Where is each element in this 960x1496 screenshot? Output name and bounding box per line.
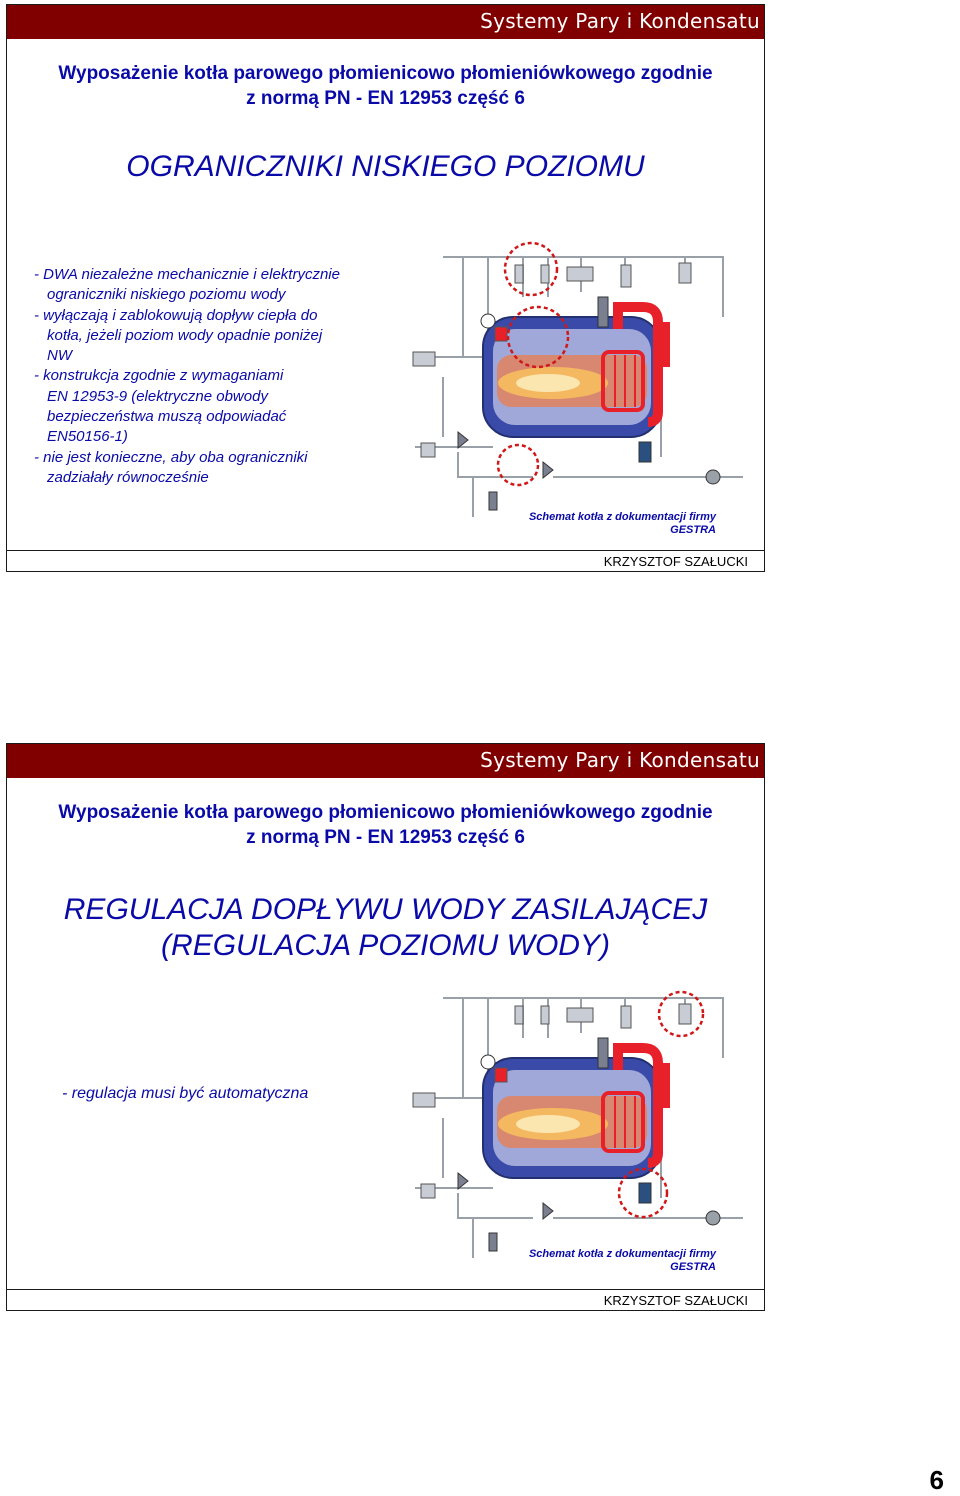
heading-line-2: (REGULACJA POZIOMU WODY) <box>161 929 610 962</box>
subtitle-line-1: Wyposażenie kotła parowego płomienicowo płomieniówkowego zgodnie <box>58 63 713 84</box>
subtitle-line-2: z normą PN - EN 12953 część 6 <box>246 827 525 848</box>
author-name: KRZYSZTOF SZAŁUCKI <box>603 554 748 569</box>
slide-low-level-limiters <box>6 4 765 572</box>
slide-header <box>7 744 764 778</box>
slide-heading <box>7 892 764 964</box>
boiler-body <box>483 317 661 437</box>
caption-line-2: GESTRA <box>670 524 716 536</box>
bullet-line: - wyłączają i zablokowują dopływ ciepła do <box>34 306 318 324</box>
bullet-line: zadziałały równocześnie <box>47 468 209 486</box>
bullet-list <box>34 265 340 488</box>
subtitle-line-1: Wyposażenie kotła parowego płomienicowo płomieniówkowego zgodnie <box>58 802 713 823</box>
brand-title: Systemy Pary i Kondensatu <box>480 748 760 772</box>
brand-title: Systemy Pary i Kondensatu <box>480 9 760 33</box>
slide-header <box>7 5 764 39</box>
subtitle-line-2: z normą PN - EN 12953 część 6 <box>246 88 525 109</box>
slide-feedwater-control <box>6 743 765 1311</box>
bullet-line: - regulacja musi być automatyczna <box>62 1085 309 1102</box>
bullet-line: - DWA niezależne mechanicznie i elektrycznie <box>34 266 340 283</box>
bullet-line: - nie jest konieczne, aby oba ograniczniki <box>34 448 308 466</box>
slide-subtitle <box>7 800 764 850</box>
diagram-caption <box>529 1248 716 1274</box>
boiler-schematic <box>403 237 743 527</box>
bullet-list <box>62 1084 308 1104</box>
bullet-line: EN 12953-9 (elektryczne obwody <box>47 387 268 405</box>
slide-heading <box>7 149 764 185</box>
footer-divider <box>7 1289 764 1290</box>
caption-line-1: Schemat kotła z dokumentacji firmy <box>528 1248 716 1260</box>
boiler-body <box>483 1058 661 1178</box>
heading-line-1: REGULACJA DOPŁYWU WODY ZASILAJĄCEJ <box>63 893 708 926</box>
caption-line-2: GESTRA <box>670 1261 716 1273</box>
page-number: 6 <box>929 1465 944 1495</box>
bullet-line: EN50156-1) <box>47 428 128 446</box>
caption-line-1: Schemat kotła z dokumentacji firmy <box>528 511 716 523</box>
boiler-schematic <box>403 978 743 1268</box>
bullet-line: bezpieczeństwa muszą odpowiadać <box>47 408 287 426</box>
bullet-line: ograniczniki niskiego poziomu wody <box>47 286 286 304</box>
heading-line-1: OGRANICZNIKI NISKIEGO POZIOMU <box>126 150 645 183</box>
diagram-caption <box>529 511 716 537</box>
bullet-line: NW <box>47 347 72 365</box>
footer-divider <box>7 550 764 551</box>
author-name: KRZYSZTOF SZAŁUCKI <box>603 1293 748 1308</box>
bullet-line: - konstrukcja zgodnie z wymaganiami <box>34 367 284 385</box>
bullet-line: kotła, jeżeli poziom wody opadnie poniżej <box>47 326 323 344</box>
slide-subtitle <box>7 61 764 111</box>
